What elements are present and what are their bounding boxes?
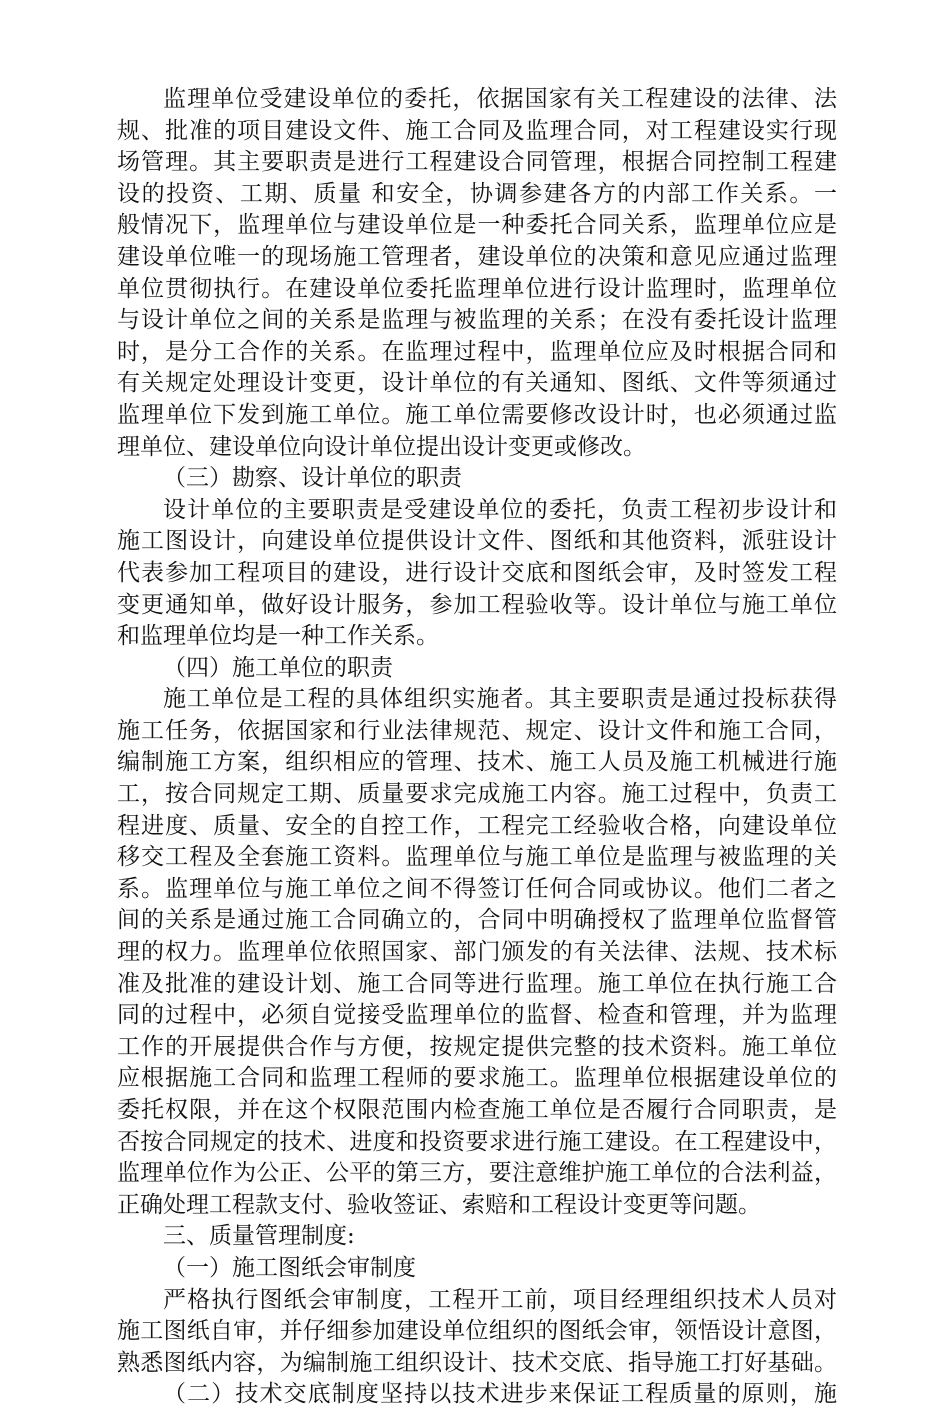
text-line: 同的过程中，必须自觉接受监理单位的监督、检查和管理，并为监理 bbox=[117, 1002, 837, 1029]
text-line: 单位贯彻执行。在建设单位委托监理单位进行设计监理时，监理单位 bbox=[117, 275, 837, 302]
text-line: 移交工程及全套施工资料。监理单位与施工单位是监理与被监理的关 bbox=[117, 844, 837, 871]
text-line: 与设计单位之间的关系是监理与被监理的关系；在没有委托设计监理 bbox=[117, 307, 837, 334]
text-line: 监理单位下发到施工单位。施工单位需要修改设计时，也必须通过监 bbox=[117, 401, 837, 428]
text-line: 三、质量管理制度: bbox=[163, 1223, 355, 1250]
text-line: 有关规定处理设计变更，设计单位的有关通知、图纸、文件等须通过 bbox=[117, 370, 837, 397]
text-line: 间的关系是通过施工合同确立的，合同中明确授权了监理单位监督管 bbox=[117, 907, 837, 934]
text-line: 代表参加工程项目的建设，进行设计交底和图纸会审，及时签发工程 bbox=[117, 559, 837, 586]
text-line: 监理单位受建设单位的委托，依据国家有关工程建设的法律、法 bbox=[163, 86, 837, 112]
text-line: 施工图纸自审，并仔细参加建设单位组织的图纸会审，领悟设计意图， bbox=[117, 1318, 837, 1345]
text-line: 工，按合同规定工期、质量要求完成施工内容。施工过程中，负责工 bbox=[117, 781, 837, 808]
text-line: （四）施工单位的职责 bbox=[163, 654, 393, 681]
text-line: 正确处理工程款支付、验收签证、索赔和工程设计变更等问题。 bbox=[117, 1191, 761, 1218]
text-line: 施工图设计，向建设单位提供设计文件、图纸和其他资料，派驻设计 bbox=[117, 528, 837, 555]
text-line: 严格执行图纸会审制度，工程开工前，项目经理组织技术人员对 bbox=[163, 1286, 837, 1313]
text-line: 般情况下，监理单位与建设单位是一种委托合同关系，监理单位应是 bbox=[117, 212, 837, 239]
text-line: 施工任务，依据国家和行业法律规范、规定、设计文件和施工合同， bbox=[117, 717, 837, 744]
text-line: 工作的开展提供合作与方便，按规定提供完整的技术资料。施工单位 bbox=[117, 1033, 837, 1060]
document-body bbox=[117, 84, 837, 1411]
text-line: 委托权限，并在这个权限范围内检查施工单位是否履行合同职责，是 bbox=[117, 1097, 837, 1123]
text-line: 编制施工方案，组织相应的管理、技术、施工人员及施工机械进行施 bbox=[117, 749, 837, 776]
text-line: 规、批准的项目建设文件、施工合同及监理合同，对工程建设实行现 bbox=[117, 117, 837, 144]
text-line: （三）勘察、设计单位的职责 bbox=[163, 465, 462, 492]
text-line: 应根据施工合同和监理工程师的要求施工。监理单位根据建设单位的 bbox=[117, 1065, 837, 1092]
text-line: 设的投资、工期、质量 和安全，协调参建各方的内部工作关系。一 bbox=[117, 180, 837, 207]
text-line: 理的权力。监理单位依照国家、部门颁发的有关法律、法规、技术标 bbox=[117, 939, 837, 966]
text-line: 理单位、建设单位向设计单位提出设计变更或修改。 bbox=[117, 433, 646, 460]
text-line: 程进度、质量、安全的自控工作，工程完工经验收合格，向建设单位 bbox=[117, 812, 837, 839]
text-line: 监理单位作为公正、公平的第三方，要注意维护施工单位的合法利益， bbox=[117, 1160, 837, 1187]
text-line: 否按合同规定的技术、进度和投资要求进行施工建设。在工程建设中， bbox=[117, 1128, 837, 1155]
text-line: 准及批准的建设计划、施工合同等进行监理。施工单位在执行施工合 bbox=[117, 970, 837, 997]
text-line: 熟悉图纸内容，为编制施工组织设计、技术交底、指导施工打好基础。 bbox=[117, 1349, 837, 1376]
text-line: （一）施工图纸会审制度 bbox=[163, 1254, 416, 1281]
text-line: 时，是分工合作的关系。在监理过程中，监理单位应及时根据合同和 bbox=[117, 338, 837, 365]
text-line: 建设单位唯一的现场施工管理者，建设单位的决策和意见应通过监理 bbox=[117, 243, 837, 270]
text-line: 场管理。其主要职责是进行工程建设合同管理，根据合同控制工程建 bbox=[117, 149, 837, 176]
text-line: 变更通知单，做好设计服务，参加工程验收等。设计单位与施工单位 bbox=[117, 591, 837, 618]
text-line: 设计单位的主要职责是受建设单位的委托，负责工程初步设计和 bbox=[163, 496, 837, 523]
text-line: （二）技术交底制度坚持以技术进步来保证工程质量的原则，施 bbox=[163, 1381, 837, 1408]
text-line: 系。监理单位与施工单位之间不得签订任何合同或协议。他们二者之 bbox=[117, 875, 837, 902]
text-line: 和监理单位均是一种工作关系。 bbox=[117, 623, 439, 650]
text-line: 施工单位是工程的具体组织实施者。其主要职责是通过投标获得 bbox=[163, 686, 837, 713]
